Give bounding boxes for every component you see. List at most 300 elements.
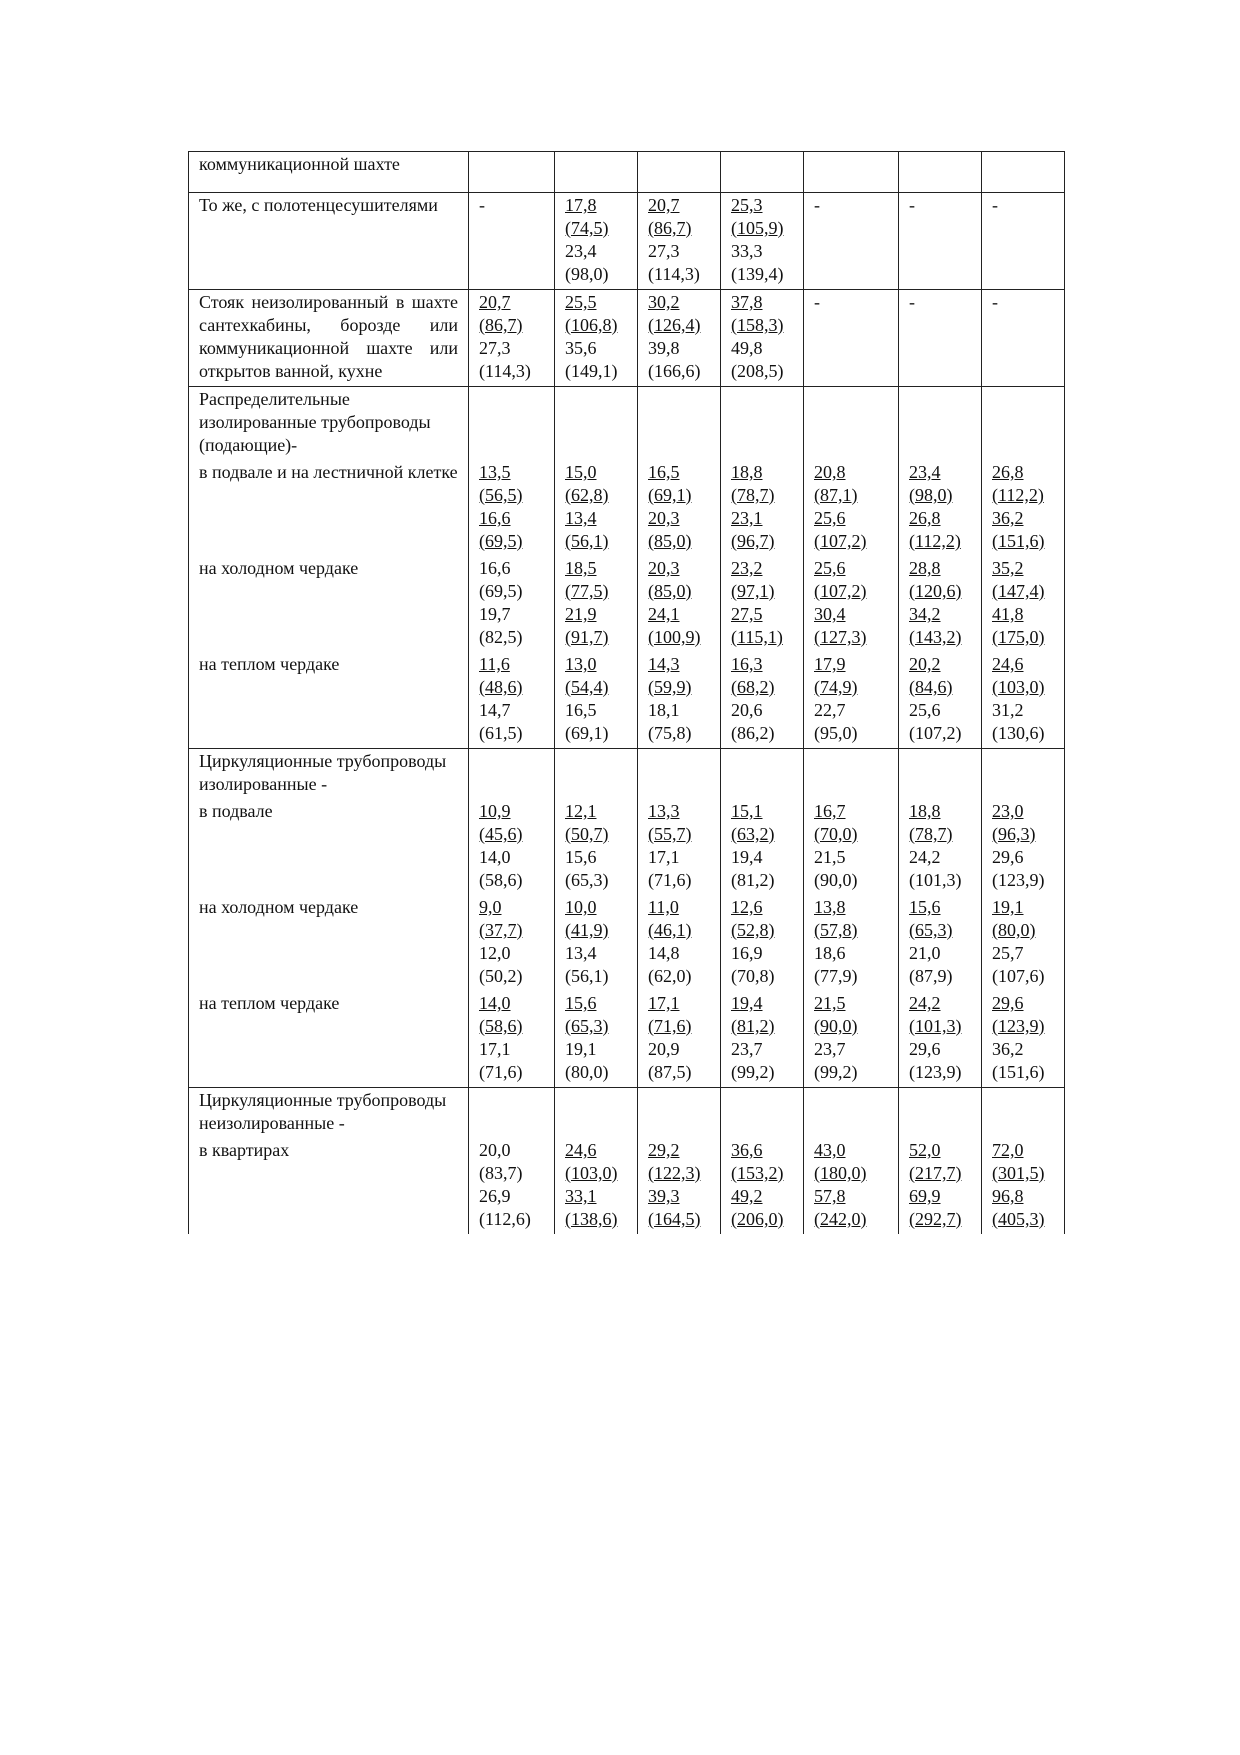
value-text: (69,1) xyxy=(648,485,692,505)
table-row xyxy=(189,895,1065,991)
value-text: (123,9) xyxy=(909,1062,962,1082)
value-text: 27,3 xyxy=(479,338,511,358)
value-text: 16,6 xyxy=(479,508,511,528)
value-text: 17,1 xyxy=(479,1039,511,1059)
value-text: 19,1 xyxy=(992,897,1024,917)
value-text: 14,3 xyxy=(648,654,680,674)
value-cell xyxy=(469,799,555,895)
value-text: (123,9) xyxy=(992,870,1045,890)
value-cell xyxy=(638,652,721,749)
value-text: - xyxy=(479,195,485,215)
value-text: (126,4) xyxy=(648,315,701,335)
table-row xyxy=(189,290,1065,387)
value-text: (95,0) xyxy=(814,723,858,743)
value-text: 11,0 xyxy=(648,897,679,917)
value-text: (45,6) xyxy=(479,824,523,844)
value-text: (50,7) xyxy=(565,824,609,844)
value-text: 23,1 xyxy=(731,508,763,528)
value-text: 36,6 xyxy=(731,1140,763,1160)
value-text: (81,2) xyxy=(731,1016,775,1036)
value-cell xyxy=(804,152,899,193)
value-text: 30,2 xyxy=(648,292,680,312)
value-text: (123,9) xyxy=(992,1016,1045,1036)
value-text: 12,0 xyxy=(479,943,511,963)
value-text: 20,3 xyxy=(648,558,680,578)
value-text: 20,0 xyxy=(479,1140,511,1160)
value-text: 24,2 xyxy=(909,993,941,1013)
value-text: 17,9 xyxy=(814,654,846,674)
value-text: 20,9 xyxy=(648,1039,680,1059)
empty-cell xyxy=(721,749,804,800)
value-text: 20,8 xyxy=(814,462,846,482)
value-cell xyxy=(555,460,638,556)
value-text: 15,0 xyxy=(565,462,597,482)
value-cell xyxy=(982,193,1065,290)
value-cell xyxy=(469,991,555,1088)
value-cell xyxy=(899,991,982,1088)
value-text: 14,7 xyxy=(479,700,511,720)
value-cell xyxy=(721,556,804,652)
value-text: (87,1) xyxy=(814,485,858,505)
value-text: (71,6) xyxy=(479,1062,523,1082)
value-text: 37,8 xyxy=(731,292,763,312)
value-cell xyxy=(469,290,555,387)
value-text: 30,4 xyxy=(814,604,846,624)
value-cell xyxy=(638,152,721,193)
value-text: (78,7) xyxy=(909,824,953,844)
value-text: (99,2) xyxy=(814,1062,858,1082)
table-row xyxy=(189,152,1065,193)
value-text: 26,8 xyxy=(909,508,941,528)
section-heading-row xyxy=(189,387,1065,461)
empty-cell xyxy=(982,749,1065,800)
value-text: (175,0) xyxy=(992,627,1045,647)
table-row xyxy=(189,1138,1065,1234)
value-text: 13,5 xyxy=(479,462,511,482)
table-row xyxy=(189,799,1065,895)
value-text: (59,9) xyxy=(648,677,692,697)
value-text: 25,5 xyxy=(565,292,597,312)
value-cell xyxy=(721,991,804,1088)
value-text: (87,5) xyxy=(648,1062,692,1082)
value-text: (208,5) xyxy=(731,361,784,381)
value-text: 23,2 xyxy=(731,558,763,578)
empty-cell xyxy=(555,749,638,800)
value-text: - xyxy=(814,292,820,312)
value-text: 57,8 xyxy=(814,1186,846,1206)
value-text: (37,7) xyxy=(479,920,523,940)
value-text: (65,3) xyxy=(565,1016,609,1036)
row-label: Стояк неизолированный в шахте сантехкабины, борозде или коммуникационной шахте или открытов ванной, кухне xyxy=(189,290,469,387)
value-text: (206,0) xyxy=(731,1209,784,1229)
value-text: (56,1) xyxy=(565,966,609,986)
value-text: - xyxy=(992,195,998,215)
value-cell xyxy=(638,895,721,991)
value-text: 52,0 xyxy=(909,1140,941,1160)
value-text: 20,6 xyxy=(731,700,763,720)
value-text: 10,0 xyxy=(565,897,597,917)
value-text: 19,7 xyxy=(479,604,511,624)
value-text: (71,6) xyxy=(648,870,692,890)
value-text: 17,1 xyxy=(648,847,680,867)
value-text: (151,6) xyxy=(992,1062,1045,1082)
value-text: 29,6 xyxy=(909,1039,941,1059)
value-text: (127,3) xyxy=(814,627,867,647)
value-text: (107,6) xyxy=(992,966,1045,986)
value-text: (105,9) xyxy=(731,218,784,238)
value-text: 27,5 xyxy=(731,604,763,624)
value-text: 28,8 xyxy=(909,558,941,578)
value-text: 23,0 xyxy=(992,801,1024,821)
row-label: Циркуляционные трубопроводы изолированные - xyxy=(189,749,469,800)
value-text: 19,4 xyxy=(731,993,763,1013)
value-cell xyxy=(982,290,1065,387)
value-text: 16,5 xyxy=(648,462,680,482)
value-text: 15,6 xyxy=(909,897,941,917)
value-text: 19,1 xyxy=(565,1039,597,1059)
value-text: 17,1 xyxy=(648,993,680,1013)
value-text: (69,5) xyxy=(479,531,523,551)
value-cell xyxy=(899,152,982,193)
value-text: (50,2) xyxy=(479,966,523,986)
value-text: (69,1) xyxy=(565,723,609,743)
value-cell xyxy=(804,556,899,652)
value-text: 34,2 xyxy=(909,604,941,624)
value-text: 13,0 xyxy=(565,654,597,674)
value-cell xyxy=(638,1138,721,1234)
value-cell xyxy=(804,895,899,991)
value-text: 11,6 xyxy=(479,654,510,674)
value-text: (180,0) xyxy=(814,1163,867,1183)
value-text: (46,1) xyxy=(648,920,692,940)
value-text: (149,1) xyxy=(565,361,618,381)
value-text: (74,9) xyxy=(814,677,858,697)
value-text: 25,6 xyxy=(909,700,941,720)
value-text: 10,9 xyxy=(479,801,511,821)
table-row xyxy=(189,991,1065,1088)
value-text: 23,4 xyxy=(565,241,597,261)
value-text: (61,5) xyxy=(479,723,523,743)
value-text: 24,6 xyxy=(565,1140,597,1160)
value-text: (81,2) xyxy=(731,870,775,890)
empty-cell xyxy=(469,1088,555,1139)
value-text: 23,7 xyxy=(731,1039,763,1059)
value-text: 26,8 xyxy=(992,462,1024,482)
value-cell xyxy=(721,799,804,895)
value-cell xyxy=(982,895,1065,991)
value-text: (78,7) xyxy=(731,485,775,505)
value-cell xyxy=(638,799,721,895)
value-text: - xyxy=(814,195,820,215)
section-heading-row xyxy=(189,1088,1065,1139)
value-text: 24,1 xyxy=(648,604,680,624)
value-text: 23,4 xyxy=(909,462,941,482)
value-text: (100,9) xyxy=(648,627,701,647)
value-text: 18,5 xyxy=(565,558,597,578)
value-text: (70,0) xyxy=(814,824,858,844)
value-cell xyxy=(804,290,899,387)
value-cell xyxy=(469,556,555,652)
value-text: (70,8) xyxy=(731,966,775,986)
value-cell xyxy=(804,460,899,556)
value-text: (52,8) xyxy=(731,920,775,940)
value-text: (164,5) xyxy=(648,1209,701,1229)
row-label: в подвале и на лестничной клетке xyxy=(189,460,469,556)
value-text: (130,6) xyxy=(992,723,1045,743)
row-label: Циркуляционные трубопроводы неизолированные - xyxy=(189,1088,469,1139)
value-text: (41,9) xyxy=(565,920,609,940)
value-cell xyxy=(555,1138,638,1234)
value-text: 15,6 xyxy=(565,847,597,867)
value-text: 27,3 xyxy=(648,241,680,261)
value-cell xyxy=(555,895,638,991)
value-text: 18,1 xyxy=(648,700,680,720)
value-text: (87,9) xyxy=(909,966,953,986)
value-text: 29,2 xyxy=(648,1140,680,1160)
value-text: 21,9 xyxy=(565,604,597,624)
value-text: 18,6 xyxy=(814,943,846,963)
empty-cell xyxy=(638,387,721,461)
value-text: - xyxy=(909,292,915,312)
value-text: (86,7) xyxy=(479,315,523,335)
value-text: (54,4) xyxy=(565,677,609,697)
value-text: (65,3) xyxy=(909,920,953,940)
empty-cell xyxy=(721,1088,804,1139)
value-cell xyxy=(899,460,982,556)
value-text: 13,8 xyxy=(814,897,846,917)
value-text: (103,0) xyxy=(992,677,1045,697)
value-text: 69,9 xyxy=(909,1186,941,1206)
value-text: 39,3 xyxy=(648,1186,680,1206)
value-text: 16,5 xyxy=(565,700,597,720)
value-text: (75,8) xyxy=(648,723,692,743)
value-text: (68,2) xyxy=(731,677,775,697)
value-text: (98,0) xyxy=(909,485,953,505)
value-text: (120,6) xyxy=(909,581,962,601)
empty-cell xyxy=(721,387,804,461)
value-text: (83,7) xyxy=(479,1163,523,1183)
value-text: 17,8 xyxy=(565,195,597,215)
value-cell xyxy=(638,460,721,556)
empty-cell xyxy=(899,1088,982,1139)
value-text: (97,1) xyxy=(731,581,775,601)
empty-cell xyxy=(804,387,899,461)
value-text: (98,0) xyxy=(565,264,609,284)
value-text: 25,6 xyxy=(814,558,846,578)
value-cell xyxy=(469,895,555,991)
value-text: 39,8 xyxy=(648,338,680,358)
value-text: 20,2 xyxy=(909,654,941,674)
value-text: (138,6) xyxy=(565,1209,618,1229)
value-text: - xyxy=(909,195,915,215)
value-text: 14,0 xyxy=(479,993,511,1013)
empty-cell xyxy=(638,1088,721,1139)
value-text: (86,7) xyxy=(648,218,692,238)
row-label: на теплом чердаке xyxy=(189,652,469,749)
value-text: 18,8 xyxy=(731,462,763,482)
value-text: (112,2) xyxy=(909,531,961,551)
empty-cell xyxy=(899,749,982,800)
value-text: (48,6) xyxy=(479,677,523,697)
row-label: коммуникационной шахте xyxy=(189,152,469,193)
value-text: (143,2) xyxy=(909,627,962,647)
row-label: То же, с полотенцесушителями xyxy=(189,193,469,290)
empty-cell xyxy=(982,387,1065,461)
row-label: на холодном чердаке xyxy=(189,556,469,652)
heat-loss-table xyxy=(188,151,1065,1234)
value-text: (158,3) xyxy=(731,315,784,335)
value-cell xyxy=(899,799,982,895)
value-text: (90,0) xyxy=(814,1016,858,1036)
value-text: 96,8 xyxy=(992,1186,1024,1206)
value-text: 36,2 xyxy=(992,1039,1024,1059)
value-text: 12,1 xyxy=(565,801,597,821)
value-text: 49,2 xyxy=(731,1186,763,1206)
value-text: (106,8) xyxy=(565,315,618,335)
value-text: (55,7) xyxy=(648,824,692,844)
value-text: (69,5) xyxy=(479,581,523,601)
table-row xyxy=(189,460,1065,556)
value-text: 41,8 xyxy=(992,604,1024,624)
value-cell xyxy=(555,152,638,193)
value-text: 43,0 xyxy=(814,1140,846,1160)
value-text: (101,3) xyxy=(909,870,962,890)
value-cell xyxy=(982,556,1065,652)
value-text: 21,5 xyxy=(814,993,846,1013)
value-cell xyxy=(555,193,638,290)
value-text: 72,0 xyxy=(992,1140,1024,1160)
table-row xyxy=(189,556,1065,652)
value-text: (74,5) xyxy=(565,218,609,238)
value-cell xyxy=(469,152,555,193)
value-text: 35,2 xyxy=(992,558,1024,578)
value-text: (56,5) xyxy=(479,485,523,505)
value-text: (80,0) xyxy=(565,1062,609,1082)
value-cell xyxy=(721,460,804,556)
value-text: 16,9 xyxy=(731,943,763,963)
value-cell xyxy=(899,652,982,749)
value-text: (85,0) xyxy=(648,531,692,551)
value-text: 36,2 xyxy=(992,508,1024,528)
value-text: 16,6 xyxy=(479,558,511,578)
value-text: (217,7) xyxy=(909,1163,962,1183)
value-text: (85,0) xyxy=(648,581,692,601)
value-cell xyxy=(721,152,804,193)
value-text: (107,2) xyxy=(814,581,867,601)
value-text: 18,8 xyxy=(909,801,941,821)
value-cell xyxy=(982,652,1065,749)
value-text: 20,3 xyxy=(648,508,680,528)
value-cell xyxy=(469,1138,555,1234)
empty-cell xyxy=(469,387,555,461)
value-text: 25,3 xyxy=(731,195,763,215)
value-cell xyxy=(469,652,555,749)
value-text: (77,9) xyxy=(814,966,858,986)
value-text: (56,1) xyxy=(565,531,609,551)
value-text: 13,4 xyxy=(565,508,597,528)
value-text: (107,2) xyxy=(909,723,962,743)
table-body xyxy=(189,152,1065,1235)
value-text: 12,6 xyxy=(731,897,763,917)
value-cell xyxy=(982,1138,1065,1234)
section-heading-row xyxy=(189,749,1065,800)
value-text: 21,0 xyxy=(909,943,941,963)
value-text: (90,0) xyxy=(814,870,858,890)
value-cell xyxy=(721,895,804,991)
empty-cell xyxy=(982,1088,1065,1139)
value-cell xyxy=(638,556,721,652)
value-text: (71,6) xyxy=(648,1016,692,1036)
row-label: в подвале xyxy=(189,799,469,895)
value-cell xyxy=(804,652,899,749)
empty-cell xyxy=(555,387,638,461)
value-text: 13,4 xyxy=(565,943,597,963)
value-text: (99,2) xyxy=(731,1062,775,1082)
value-text: (115,1) xyxy=(731,627,783,647)
value-text: 16,7 xyxy=(814,801,846,821)
value-cell xyxy=(638,290,721,387)
value-text: (82,5) xyxy=(479,627,523,647)
value-text: 29,6 xyxy=(992,847,1024,867)
value-cell xyxy=(804,991,899,1088)
value-text: (112,2) xyxy=(992,485,1044,505)
value-text: (107,2) xyxy=(814,531,867,551)
value-text: (153,2) xyxy=(731,1163,784,1183)
value-text: (62,8) xyxy=(565,485,609,505)
empty-cell xyxy=(469,749,555,800)
table-row xyxy=(189,193,1065,290)
value-text: (151,6) xyxy=(992,531,1045,551)
value-text: (65,3) xyxy=(565,870,609,890)
value-text: (96,3) xyxy=(992,824,1036,844)
value-text: (84,6) xyxy=(909,677,953,697)
value-text: (63,2) xyxy=(731,824,775,844)
value-text: (103,0) xyxy=(565,1163,618,1183)
value-text: 26,9 xyxy=(479,1186,511,1206)
value-text: 25,7 xyxy=(992,943,1024,963)
value-text: (57,8) xyxy=(814,920,858,940)
value-text: (301,5) xyxy=(992,1163,1045,1183)
value-text: (122,3) xyxy=(648,1163,701,1183)
value-text: 14,0 xyxy=(479,847,511,867)
value-cell xyxy=(555,991,638,1088)
value-cell xyxy=(469,460,555,556)
value-text: (58,6) xyxy=(479,1016,523,1036)
empty-cell xyxy=(804,749,899,800)
value-text: (62,0) xyxy=(648,966,692,986)
value-text: 20,7 xyxy=(479,292,511,312)
value-cell xyxy=(899,1138,982,1234)
table-row xyxy=(189,652,1065,749)
value-cell xyxy=(638,991,721,1088)
value-cell xyxy=(899,290,982,387)
value-text: 49,8 xyxy=(731,338,763,358)
value-text: (86,2) xyxy=(731,723,775,743)
value-cell xyxy=(469,193,555,290)
value-text: (147,4) xyxy=(992,581,1045,601)
value-text: (101,3) xyxy=(909,1016,962,1036)
value-cell xyxy=(555,556,638,652)
value-text: (242,0) xyxy=(814,1209,867,1229)
empty-cell xyxy=(804,1088,899,1139)
value-text: 21,5 xyxy=(814,847,846,867)
value-cell xyxy=(721,652,804,749)
row-label: Распределительные изолированные трубопроводы (подающие)- xyxy=(189,387,469,461)
value-text: 13,3 xyxy=(648,801,680,821)
value-text: 16,3 xyxy=(731,654,763,674)
row-label: на теплом чердаке xyxy=(189,991,469,1088)
empty-cell xyxy=(555,1088,638,1139)
